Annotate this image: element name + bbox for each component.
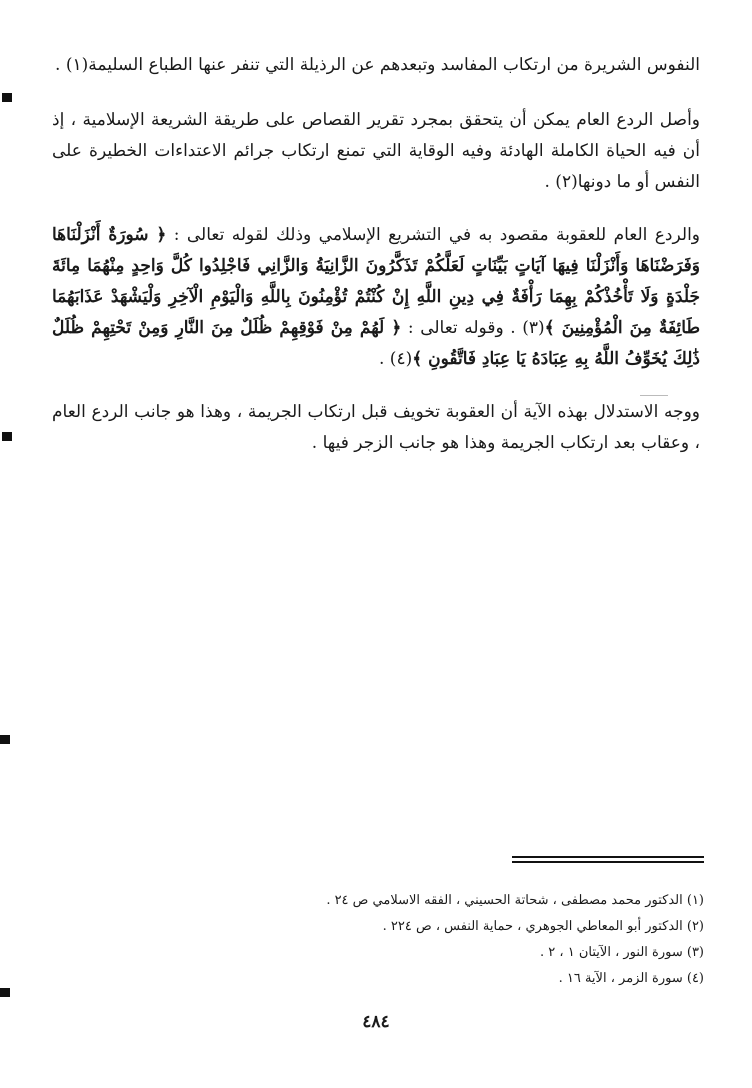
page-number: ٤٨٤ [362,1012,390,1032]
footnote-divider [512,856,704,863]
binding-mark [0,988,10,997]
paragraph-3 [52,220,700,375]
paragraph-4: ووجه الاستدلال بهذه الآية أن العقوبة تخويف قبل ارتكاب الجريمة ، وهذا هو جانب الردع العام ، وعقاب بعد ارتكاب الجريمة وهذا هو جانب الزجر فيها . [52,402,700,453]
paragraph-1: النفوس الشريرة من ارتكاب المفاسد وتبعدهم عن الرذيلة التي تنفر عنها الطباع السليمة(١) . [55,55,700,75]
footnote-4: (٤) سورة الزمر ، الآية ١٦ . [558,971,704,986]
paragraph-3-middle: (٣) . وقوله تعالى : [401,318,545,338]
paragraph-2: وأصل الردع العام يمكن أن يتحقق بمجرد تقرير القصاص على طريقة الشريعة الإسلامية ، إذ أن فيه الحياة الكاملة الهادئة وفيه الوقاية التي تمنع ارتكاب جرائم الاعتداءات الخطيرة على النفس أو ما دونها(٢) . [52,110,700,192]
main-text [52,50,700,481]
quran-verse-2: ﴿ لَهُمْ مِنْ فَوْقِهِمْ ظُلَلٌ مِنَ النَّارِ وَمِنْ تَحْتِهِمْ ظُلَلٌ ذَٰلِكَ يُخَوِّفُ اللَّهُ بِهِ عِبَادَهُ يَا عِبَادِ فَاتَّقُونِ ﴾ [52,318,700,369]
quran-verse-1: ﴿ سُورَةٌ أَنْزَلْنَاهَا وَفَرَضْنَاهَا وَأَنْزَلْنَا فِيهَا آيَاتٍ بَيِّنَاتٍ لَعَلَّكُمْ تَذَكَّرُونَ الزَّانِيَةُ وَالزَّانِي فَاجْلِدُوا كُلَّ وَاحِدٍ مِنْهُمَا مِائَةَ جَلْدَةٍ وَلَا تَأْخُذْكُمْ بِهِمَا رَأْفَةٌ فِي دِينِ اللَّهِ إِنْ كُنْتُمْ تُؤْمِنُونَ بِاللَّهِ وَالْيَوْمِ الْآخِرِ وَلْيَشْهَدْ عَذَابَهُمَا طَائِفَةٌ مِنَ الْمُؤْمِنِينَ ﴾ [52,225,700,338]
binding-mark [0,735,10,744]
paragraph-3-intro: والردع العام للعقوبة مقصود به في التشريع الإسلامي وذلك لقوله تعالى : [166,225,700,245]
scan-smudge [640,395,668,396]
footnote-2: (٢) الدكتور أبو المعاطي الجوهري ، حماية النفس ، ص ٢٢٤ . [382,919,704,934]
footnote-1: (١) الدكتور محمد مصطفى ، شحاتة الحسيني ، الفقه الاسلامي ص ٢٤ . [326,893,704,908]
footnotes [300,888,704,992]
binding-mark [2,93,12,102]
footnote-3: (٣) سورة النور ، الآيتان ١ ، ٢ . [540,945,704,960]
binding-mark [2,432,12,441]
paragraph-3-end: (٤) . [379,349,413,369]
